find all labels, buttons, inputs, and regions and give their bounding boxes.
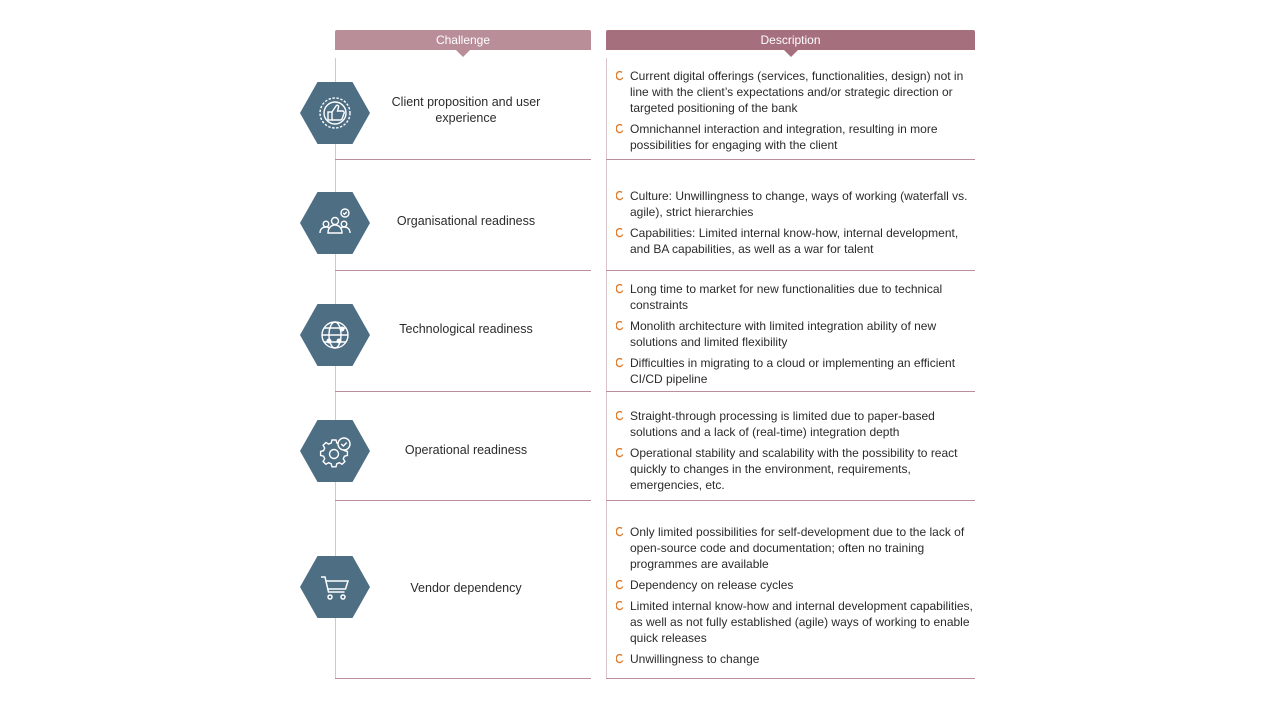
description-list: [616, 68, 976, 158]
challenge-column-header: Challenge: [335, 30, 591, 50]
bullet-icon: [616, 321, 624, 331]
challenge-label: Vendor dependency: [410, 581, 522, 595]
description-bullet: Unwillingness to change: [616, 651, 976, 667]
description-list: [616, 408, 976, 498]
row-divider: [335, 270, 591, 271]
description-bullet: Operational stability and scalability with the possibility to react quickly to changes in the environment, requirements, emergencies, etc.: [616, 445, 976, 493]
row-icon-hexagon: [300, 556, 370, 618]
row-icon-hexagon: [300, 304, 370, 366]
row-divider: [335, 159, 591, 160]
gear-check-icon: [315, 431, 355, 471]
row-divider: [606, 678, 975, 679]
row-divider: [606, 159, 975, 160]
row-divider: [606, 500, 975, 501]
description-bullet: Dependency on release cycles: [616, 577, 976, 593]
description-bullet: Monolith architecture with limited integration ability of new solutions and limited flexibility: [616, 318, 976, 350]
bullet-icon: [616, 580, 624, 590]
challenge-label: Operational readiness: [404, 443, 528, 457]
description-bullet: Capabilities: Limited internal know-how, internal development, and BA capabilities, as well as a war for talent: [616, 225, 976, 257]
team-people-icon: [315, 203, 355, 243]
bullet-icon: [616, 284, 624, 294]
row-divider: [335, 500, 591, 501]
row-divider: [335, 391, 591, 392]
description-list: [616, 524, 976, 672]
bullet-icon: [616, 71, 624, 81]
description-bullet: Limited internal know-how and internal development capabilities, as well as not fully established (agile) ways of working to enable quick releases: [616, 598, 976, 646]
row-icon-hexagon: [300, 420, 370, 482]
bullet-icon: [616, 124, 624, 134]
bullet-icon: [616, 358, 624, 368]
bullet-icon: [616, 411, 624, 421]
description-bullet: Only limited possibilities for self-development due to the lack of open-source code and documentation; often no training programmes are available: [616, 524, 976, 572]
description-bullet: Omnichannel interaction and integration, resulting in more possibilities for engaging with the client: [616, 121, 976, 153]
shopping-cart-icon: [315, 567, 355, 607]
bullet-icon: [616, 191, 624, 201]
description-bullet: Difficulties in migrating to a cloud or implementing an efficient CI/CD pipeline: [616, 355, 976, 387]
bullet-icon: [616, 228, 624, 238]
description-list: [616, 281, 976, 392]
description-bullet: Current digital offerings (services, functionalities, design) not in line with the client’s expectations and/or strategic direction or targeted positioning of the bank: [616, 68, 976, 116]
description-bullet: Straight-through processing is limited due to paper-based solutions and a lack of (real-time) integration depth: [616, 408, 976, 440]
description-bullet: Culture: Unwillingness to change, ways of working (waterfall vs. agile), strict hierarchies: [616, 188, 976, 220]
row-icon-hexagon: [300, 192, 370, 254]
bullet-icon: [616, 527, 624, 537]
bullet-icon: [616, 601, 624, 611]
row-divider: [606, 270, 975, 271]
challenge-label: Client proposition and user experience: [391, 95, 541, 125]
description-list: [616, 188, 976, 262]
thumbs-up-badge-icon: [315, 93, 355, 133]
row-icon-hexagon: [300, 82, 370, 144]
row-divider: [335, 678, 591, 679]
description-column-left-border: [606, 58, 607, 678]
bullet-icon: [616, 448, 624, 458]
challenge-label: Organisational readiness: [396, 214, 536, 228]
bullet-icon: [616, 654, 624, 664]
description-column-header: Description: [606, 30, 975, 50]
globe-network-icon: [315, 315, 355, 355]
description-bullet: Long time to market for new functionalities due to technical constraints: [616, 281, 976, 313]
challenge-label: Technological readiness: [399, 322, 533, 336]
